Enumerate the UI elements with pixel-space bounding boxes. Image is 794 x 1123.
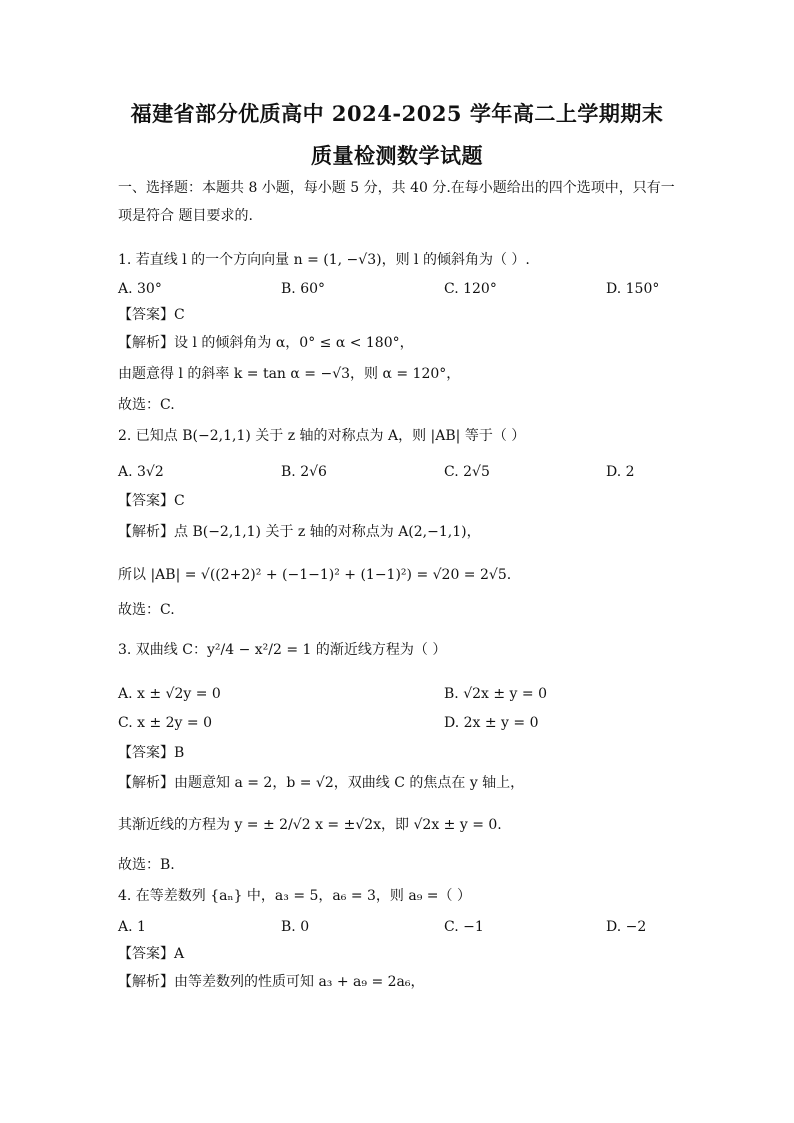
q2-conclusion: 故选：C. [118,602,175,618]
q1-option-b: B. 60° [281,281,326,297]
q3-answer: 【答案】B [118,745,185,761]
q2-answer: 【答案】C [118,493,185,509]
q3-analysis-line2: 其渐近线的方程为 y = ± 2/√2 x = ±√2x，即 √2x ± y = 0. [118,817,502,833]
q4-analysis-line1: 【解析】由等差数列的性质可知 a₃ + a₉ = 2a₆， [118,974,425,990]
q2-stem: 2. 已知点 B(−2,1,1) 关于 z 轴的对称点为 A，则 |AB| 等于（ ） [118,428,526,444]
q2-option-c: C. 2√5 [444,464,490,480]
page-title: 福建省部分优质高中 2024-2025 学年高二上学期期末 [130,101,664,126]
q3-stem: 3. 双曲线 C：y²/4 − x²/2 = 1 的渐近线方程为（ ） [118,642,447,658]
section-instruction-line1: 一、选择题：本题共 8 小题，每小题 5 分，共 40 分.在每小题给出的四个选项中，只有一 [118,180,675,196]
q3-analysis-line1: 【解析】由题意知 a = 2，b = √2，双曲线 C 的焦点在 y 轴上， [118,775,525,791]
q4-stem: 4. 在等差数列 {aₙ} 中，a₃ = 5，a₆ = 3，则 a₉ =（ ） [118,888,471,904]
q4-option-c: C. −1 [444,919,484,935]
q1-option-c: C. 120° [444,281,497,297]
q4-option-d: D. −2 [606,919,647,935]
q1-stem: 1. 若直线 l 的一个方向向量 n = (1, −√3)，则 l 的倾斜角为（ ）. [118,252,530,268]
q2-option-d: D. 2 [606,464,635,480]
q1-answer: 【答案】C [118,307,185,323]
q4-option-a: A. 1 [118,919,146,935]
q4-option-b: B. 0 [281,919,310,935]
q1-option-a: A. 30° [118,281,162,297]
q3-option-c: C. x ± 2y = 0 [118,715,212,731]
q1-analysis-line1: 【解析】设 l 的倾斜角为 α，0° ≤ α < 180°， [118,335,414,351]
page-subtitle: 质量检测数学试题 [311,143,483,168]
q3-conclusion: 故选：B. [118,857,175,873]
q4-answer: 【答案】A [118,946,185,962]
q2-option-b: B. 2√6 [281,464,327,480]
q2-analysis-line2: 所以 |AB| = √((2+2)² + (−1−1)² + (1−1)²) = √20 = 2√5. [118,567,512,583]
q3-option-d: D. 2x ± y = 0 [444,715,539,731]
q1-option-d: D. 150° [606,281,660,297]
q2-analysis-line1: 【解析】点 B(−2,1,1) 关于 z 轴的对称点为 A(2,−1,1)， [118,524,481,540]
q1-analysis-line2: 由题意得 l 的斜率 k = tan α = −√3，则 α = 120°， [118,366,461,382]
q3-option-a: A. x ± √2y = 0 [118,686,221,702]
q2-option-a: A. 3√2 [118,464,164,480]
section-instruction-line2: 项是符合 题目要求的. [118,208,253,224]
q1-conclusion: 故选：C. [118,397,175,413]
q3-option-b: B. √2x ± y = 0 [444,686,547,702]
